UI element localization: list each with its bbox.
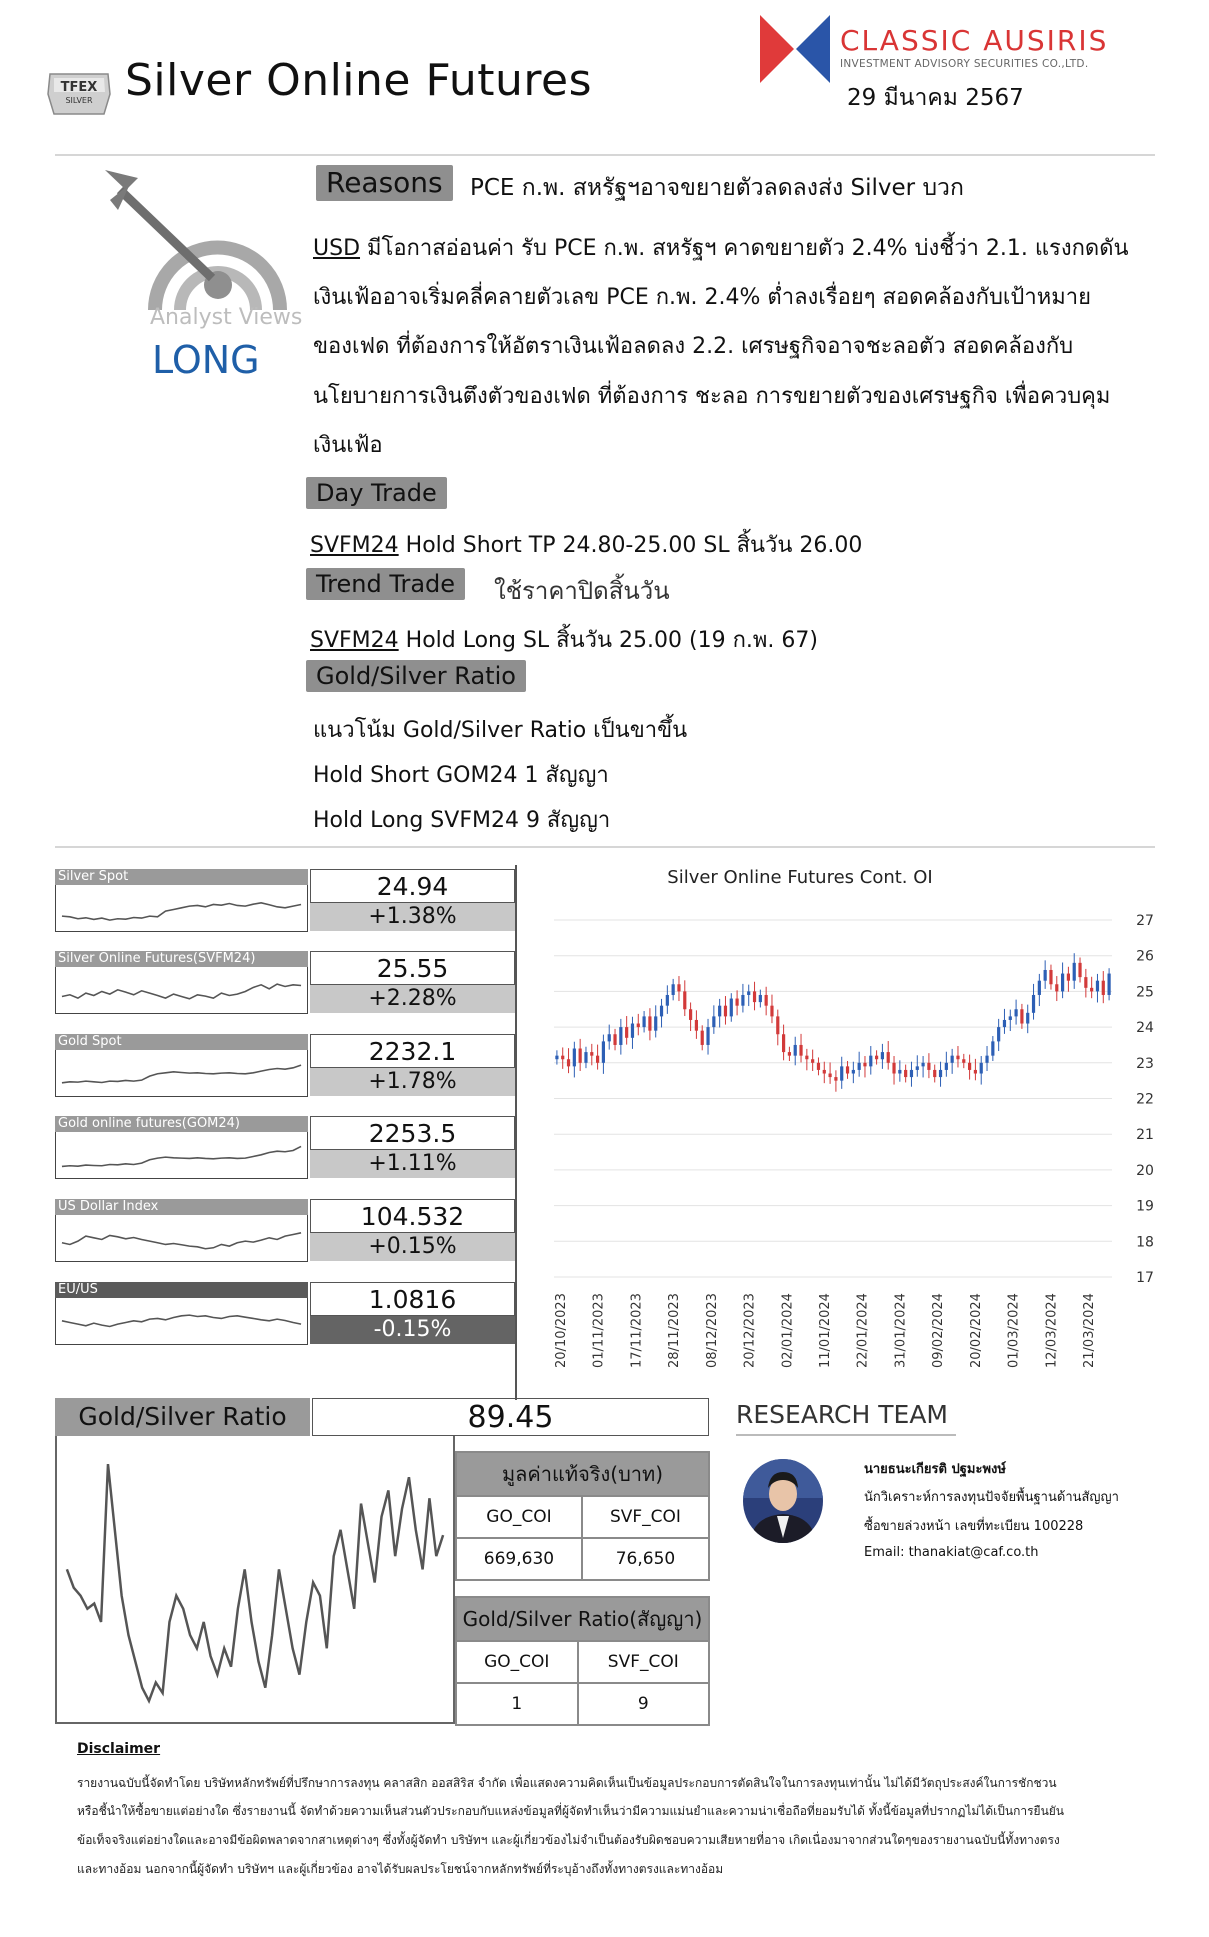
chart-title: Silver Online Futures Cont. OI — [667, 867, 933, 888]
ratio-sparkline — [55, 1436, 455, 1724]
market-row — [55, 1282, 515, 1347]
brand-subtitle: INVESTMENT ADVISORY SECURITIES CO.,LTD. — [840, 58, 1089, 70]
candle-body — [695, 1020, 698, 1031]
y-tick-label: 21 — [1136, 1127, 1154, 1144]
candle-body — [712, 1016, 715, 1027]
disclaimer-line: ข้อเท็จจริงแต่อย่างใดและอาจมีข้อผิดพลาดจากสาเหตุต่างๆ ซึ่งทั้งผู้จัดทำ บริษัทฯ และผู้เกี่ยวข้องไม่จำเป็นต้องรับผิดชอบความเสียหายที่อาจ เกิดเนื่องมาจากส่วนใดๆของรายงานฉบับนี้ทั้งทางตรง — [77, 1833, 1060, 1847]
x-tick-label: 20/02/2024 — [968, 1293, 984, 1368]
research-team-label: RESEARCH TEAM — [736, 1400, 948, 1429]
market-price: 104.532 — [310, 1199, 515, 1233]
y-tick-label: 17 — [1136, 1270, 1154, 1286]
candle-body — [753, 991, 756, 1002]
x-tick-label: 09/02/2024 — [931, 1293, 947, 1368]
market-name: Gold Spot — [55, 1034, 308, 1050]
candle-body — [840, 1066, 843, 1080]
candle-body — [718, 1006, 721, 1017]
target-icon — [100, 160, 305, 325]
candle-body — [834, 1077, 837, 1081]
market-change: +0.15% — [310, 1233, 515, 1261]
reasons-line: เงินเฟ้ออาจเริ่มคลี่คลายตัวเลข PCE ก.พ. 2.4% ต่ำลงเรื่อยๆ สอดคล้องกับเป้าหมาย — [313, 285, 1091, 310]
candle-body — [625, 1027, 628, 1038]
divider-top — [55, 154, 1155, 156]
candle-body — [956, 1056, 959, 1060]
table-cell: 669,630 — [456, 1538, 582, 1580]
reasons-line: นโยบายการเงินตึงตัวของเฟด ที่ต้องการ ชะลอ การขยายตัวของเศรษฐกิจ เพื่อควบคุม — [313, 384, 1111, 409]
x-tick-label: 08/12/2023 — [704, 1293, 720, 1368]
x-tick-label: 01/11/2023 — [591, 1293, 607, 1368]
candle-body — [974, 1070, 977, 1074]
analyst-view-label: Analyst Views — [150, 305, 303, 330]
sparkline-series — [62, 1146, 301, 1166]
candle-body — [689, 1009, 692, 1020]
table-title: Gold/Silver Ratio(สัญญา) — [456, 1597, 709, 1641]
candle-body — [968, 1063, 971, 1070]
market-divider — [515, 865, 517, 1400]
candle-body — [951, 1056, 954, 1063]
candle-body — [863, 1063, 866, 1067]
table-cell: 76,650 — [582, 1538, 709, 1580]
market-name: US Dollar Index — [55, 1199, 308, 1215]
candle-body — [910, 1070, 913, 1077]
candle-body — [1009, 1016, 1012, 1020]
candle-body — [637, 1024, 640, 1028]
x-tick-label: 21/03/2024 — [1082, 1293, 1097, 1368]
candle-body — [1073, 963, 1076, 981]
candle-body — [1020, 1009, 1023, 1023]
table-header: GO_COI — [456, 1496, 582, 1538]
candle-body — [887, 1052, 890, 1063]
candle-body — [666, 995, 669, 1006]
candle-body — [921, 1063, 924, 1067]
market-price: 24.94 — [310, 869, 515, 903]
candle-body — [788, 1052, 791, 1056]
candle-body — [828, 1074, 831, 1078]
candlestick-chart — [530, 900, 1170, 1370]
sparkline-series — [62, 1065, 301, 1083]
candle-body — [724, 1006, 727, 1017]
candle-body — [892, 1063, 895, 1074]
market-change: +1.11% — [310, 1150, 515, 1178]
market-name: Silver Spot — [55, 869, 308, 885]
gold-silver-line: แนวโน้ม Gold/Silver Ratio เป็นขาขึ้น — [313, 718, 688, 743]
table-title: มูลค่าแท้จริง(บาท) — [456, 1452, 709, 1496]
market-change: -0.15% — [310, 1316, 515, 1344]
table-header: GO_COI — [456, 1641, 578, 1683]
sparkline-series — [62, 1233, 301, 1249]
candle-body — [730, 999, 733, 1017]
candle-body — [642, 1016, 645, 1027]
day-trade-symbol: SVFM24 — [310, 533, 399, 558]
x-tick-label: 28/11/2023 — [667, 1293, 683, 1368]
candle-body — [613, 1034, 616, 1045]
analyst-view-value: LONG — [152, 338, 260, 382]
candle-body — [555, 1056, 558, 1060]
y-tick-label: 18 — [1136, 1234, 1154, 1251]
market-row — [55, 1199, 515, 1264]
reasons-line: เงินเฟ้อ — [313, 433, 383, 458]
candle-body — [654, 1016, 657, 1030]
candle-body — [619, 1027, 622, 1045]
market-sparkline — [55, 1132, 308, 1179]
candle-body — [1049, 970, 1052, 984]
sparkline-series — [62, 1315, 301, 1326]
candle-body — [701, 1031, 704, 1045]
candle-body — [1014, 1009, 1017, 1016]
candle-body — [683, 991, 686, 1009]
candle-body — [776, 1016, 779, 1034]
candle-body — [741, 995, 744, 1006]
gold-silver-tag: Gold/Silver Ratio — [306, 660, 526, 692]
x-tick-label: 02/01/2024 — [780, 1293, 796, 1368]
x-tick-label: 11/01/2024 — [818, 1293, 833, 1368]
reasons-title: PCE ก.พ. สหรัฐฯอาจขยายตัวลดลงส่ง Silver บวก — [470, 175, 964, 201]
trend-trade-symbol: SVFM24 — [310, 628, 399, 653]
disclaimer-line: รายงานฉบับนี้จัดทำโดย บริษัทหลักทรัพย์ที่ปรึกษาการลงทุน คลาสสิก ออสสิริส จำกัด เพื่อแสดงความคิดเห็นเป็นข้อมูลประกอบการตัดสินใจในการลงทุนเท่านั้น ไม่ได้มีวัตถุประสงค์ในการชักชวน — [77, 1776, 1057, 1790]
ratio-contract-table — [455, 1596, 710, 1726]
x-tick-label: 17/11/2023 — [629, 1293, 645, 1368]
candle-body — [579, 1049, 582, 1063]
page-title: Silver Online Futures — [125, 55, 593, 106]
candle-body — [1067, 974, 1070, 981]
candle-body — [916, 1066, 919, 1070]
reasons-line: ของเฟด ที่ต้องการให้อัตราเงินเฟ้อลดลง 2.2. เศรษฐกิจอาจชะลอตัว สอดคล้องกับ — [313, 334, 1074, 359]
divider-middle — [55, 846, 1155, 848]
candle-body — [596, 1056, 599, 1063]
candle-body — [852, 1070, 855, 1074]
market-sparkline — [55, 885, 308, 932]
candle-body — [962, 1059, 965, 1063]
candle-body — [799, 1045, 802, 1056]
candle-body — [770, 1006, 773, 1017]
candle-body — [823, 1070, 826, 1074]
candle-body — [846, 1066, 849, 1073]
candle-body — [933, 1070, 936, 1077]
x-tick-label: 12/03/2024 — [1044, 1293, 1060, 1368]
analyst-license: ซื้อขายล่วงหน้า เลขที่ทะเบียน 100228 — [864, 1519, 1084, 1534]
market-price: 1.0816 — [310, 1282, 515, 1316]
market-sparkline — [55, 1050, 308, 1097]
candle-body — [875, 1056, 878, 1060]
gold-silver-line: Hold Long SVFM24 9 สัญญา — [313, 808, 611, 833]
candle-body — [1032, 995, 1035, 1013]
candle-body — [561, 1056, 564, 1060]
day-trade-text: SVFM24 Hold Short TP 24.80-25.00 SL สิ้นวัน 26.00 — [310, 533, 863, 558]
market-change: +2.28% — [310, 985, 515, 1013]
market-row — [55, 1116, 515, 1181]
market-name: EU/US — [55, 1282, 308, 1298]
candle-body — [858, 1063, 861, 1070]
candle-body — [1078, 963, 1081, 977]
classic-ausiris-logo — [760, 15, 830, 83]
candle-body — [765, 995, 768, 1006]
market-name: Silver Online Futures(SVFM24) — [55, 951, 308, 967]
candle-body — [573, 1049, 576, 1067]
candle-body — [1055, 984, 1058, 991]
analyst-avatar — [742, 1458, 824, 1544]
gold-silver-line: Hold Short GOM24 1 สัญญา — [313, 763, 609, 788]
disclaimer-line: หรือชี้นำให้ซื้อขายแต่อย่างใด ซึ่งรายงานนี้ จัดทำด้วยความเห็นส่วนตัวประกอบกับแหล่งข้อมูลที่ผู้จัดทำเห็นว่ามีความแม่นยำและความน่าเชื่อถือที่ยอมรับได้ ทั้งนี้ข้อมูลที่ปรากฏไม่ได้เป็นการยืนยัน — [77, 1804, 1064, 1818]
candle-body — [811, 1059, 814, 1063]
analyst-name: นายธนะเกียรติ ปฐมะพงษ์ — [864, 1462, 1006, 1477]
candle-body — [567, 1059, 570, 1066]
ratio-series — [67, 1464, 443, 1701]
market-name: Gold online futures(GOM24) — [55, 1116, 308, 1132]
report-date: 29 มีนาคม 2567 — [847, 85, 1024, 111]
candle-body — [945, 1063, 948, 1070]
candle-body — [904, 1070, 907, 1077]
y-tick-label: 22 — [1136, 1091, 1154, 1108]
candle-body — [759, 995, 762, 1002]
ratio-panel-value: 89.45 — [312, 1398, 709, 1436]
table-cell: 1 — [456, 1683, 578, 1725]
tfex-logo-sub: SILVER — [65, 96, 93, 105]
analyst-email[interactable]: Email: thanakiat@caf.co.th — [864, 1545, 1039, 1560]
candle-body — [631, 1024, 634, 1038]
y-tick-label: 19 — [1136, 1198, 1154, 1215]
market-price: 25.55 — [310, 951, 515, 985]
y-tick-label: 27 — [1136, 913, 1154, 929]
candle-body — [747, 991, 750, 995]
candle-body — [898, 1070, 901, 1074]
disclaimer-line: และทางอ้อม นอกจากนี้ผู้จัดทำ บริษัทฯ และผู้เกี่ยวข้อง อาจได้รับผลประโยชน์จากหลักทรัพย์ที่ระบุอ้างถึงทั้งทางตรงและทางอ้อม — [77, 1862, 724, 1876]
market-price: 2232.1 — [310, 1034, 515, 1068]
intrinsic-value-table — [455, 1451, 710, 1581]
candle-body — [980, 1063, 983, 1074]
market-sparkline — [55, 1215, 308, 1262]
candle-body — [1084, 977, 1087, 988]
candle-body — [1038, 981, 1041, 995]
candle-body — [602, 1041, 605, 1062]
market-change: +1.38% — [310, 903, 515, 931]
y-tick-label: 20 — [1136, 1162, 1154, 1179]
y-tick-label: 25 — [1136, 984, 1154, 1001]
candle-body — [584, 1052, 587, 1063]
market-row — [55, 951, 515, 1016]
candle-body — [1044, 970, 1047, 981]
y-tick-label: 26 — [1136, 948, 1154, 965]
reasons-tag: Reasons — [316, 165, 453, 201]
ratio-panel-label: Gold/Silver Ratio — [55, 1398, 310, 1436]
candle-body — [794, 1045, 797, 1056]
candle-body — [805, 1056, 808, 1060]
candle-body — [927, 1063, 930, 1070]
x-tick-label: 01/03/2024 — [1006, 1293, 1022, 1368]
market-price: 2253.5 — [310, 1116, 515, 1150]
research-divider — [736, 1434, 956, 1436]
candle-body — [1026, 1013, 1029, 1024]
x-tick-label: 20/10/2023 — [554, 1293, 569, 1368]
trend-trade-text: SVFM24 Hold Long SL สิ้นวัน 25.00 (19 ก.พ. 67) — [310, 628, 818, 653]
candle-body — [881, 1052, 884, 1059]
market-sparkline — [55, 1298, 308, 1345]
reasons-line: USD มีโอกาสอ่อนค่า รับ PCE ก.พ. สหรัฐฯ คาดขยายตัว 2.4% บ่งชี้ว่า 2.1. แรงกดดัน — [313, 236, 1129, 261]
candle-body — [608, 1034, 611, 1041]
candle-body — [1107, 974, 1110, 995]
x-tick-label: 31/01/2024 — [893, 1293, 909, 1368]
sparkline-series — [62, 984, 301, 999]
candle-body — [1003, 1020, 1006, 1027]
market-row — [55, 1034, 515, 1099]
candle-body — [590, 1052, 593, 1056]
market-sparkline — [55, 967, 308, 1014]
candle-body — [1096, 981, 1099, 992]
y-tick-label: 24 — [1136, 1020, 1154, 1037]
tfex-logo — [44, 70, 114, 118]
trend-trade-tag: Trend Trade — [306, 568, 465, 600]
brand-name: CLASSIC AUSIRIS — [840, 24, 1109, 57]
candle-body — [817, 1063, 820, 1070]
y-tick-label: 23 — [1136, 1055, 1154, 1072]
candle-body — [648, 1016, 651, 1030]
candle-body — [706, 1027, 709, 1045]
x-tick-label: 20/12/2023 — [742, 1293, 758, 1368]
candle-body — [1090, 988, 1093, 992]
table-cell: 9 — [578, 1683, 709, 1725]
candle-body — [782, 1034, 785, 1052]
candle-body — [672, 984, 675, 995]
candle-body — [1102, 981, 1105, 995]
candle-body — [997, 1027, 1000, 1041]
candle-body — [869, 1056, 872, 1067]
trend-trade-note: ใช้ราคาปิดสิ้นวัน — [494, 577, 670, 605]
table-header: SVF_COI — [582, 1496, 709, 1538]
analyst-position: นักวิเคราะห์การลงทุนปัจจัยพื้นฐานด้านสัญญา — [864, 1490, 1119, 1505]
candle-body — [1061, 974, 1064, 992]
candle-body — [991, 1041, 994, 1055]
tfex-logo-text: TFEX — [60, 80, 98, 95]
sparkline-series — [62, 903, 301, 920]
table-header: SVF_COI — [578, 1641, 709, 1683]
candle-body — [735, 999, 738, 1006]
market-change: +1.78% — [310, 1068, 515, 1096]
disclaimer-title: Disclaimer — [77, 1741, 161, 1757]
market-row — [55, 869, 515, 934]
usd-link: USD — [313, 236, 361, 261]
candle-body — [677, 984, 680, 991]
candle-body — [939, 1070, 942, 1077]
x-tick-label: 22/01/2024 — [855, 1293, 871, 1368]
candle-body — [660, 1006, 663, 1017]
candle-body — [985, 1056, 988, 1063]
day-trade-tag: Day Trade — [306, 477, 447, 509]
